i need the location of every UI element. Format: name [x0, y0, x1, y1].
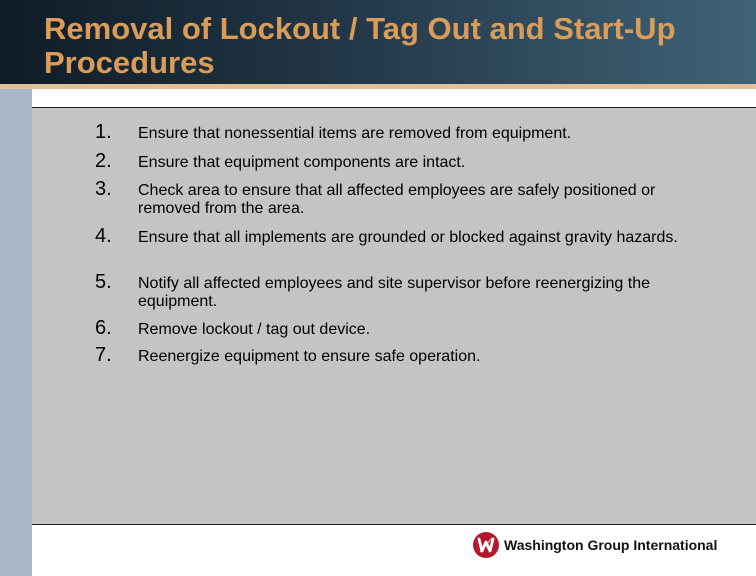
step-text: Ensure that equipment components are intact.	[138, 154, 466, 171]
content-panel	[32, 107, 756, 525]
company-logo	[472, 531, 717, 559]
slide-title: Removal of Lockout / Tag Out and Start-Up Procedures	[44, 11, 676, 80]
step-number: 1.	[95, 121, 112, 143]
step-number: 5.	[95, 271, 112, 293]
step-text: Remove lockout / tag out device.	[138, 321, 371, 338]
step-number: 4.	[95, 225, 112, 247]
washington-group-logo-mark-icon	[472, 531, 500, 559]
step-text: Ensure that nonessential items are removed from equipment.	[138, 125, 572, 142]
title-bar	[0, 0, 756, 84]
step-number: 3.	[95, 178, 112, 200]
left-accent-strip	[0, 89, 32, 576]
step-text: Notify all affected employees and site supervisor before reenergizing the equipment.	[138, 275, 650, 310]
company-logo-text: Washington Group International	[504, 537, 718, 553]
step-text: Ensure that all implements are grounded or blocked against gravity hazards.	[138, 229, 678, 246]
step-number: 2.	[95, 150, 112, 172]
title-divider	[0, 84, 756, 89]
step-text: Reenergize equipment to ensure safe operation.	[138, 348, 481, 365]
step-text: Check area to ensure that all affected employees are safely positioned or removed from the area.	[138, 182, 656, 217]
step-number: 7.	[95, 344, 112, 366]
slide-footer	[32, 525, 756, 576]
step-number: 6.	[95, 317, 112, 339]
